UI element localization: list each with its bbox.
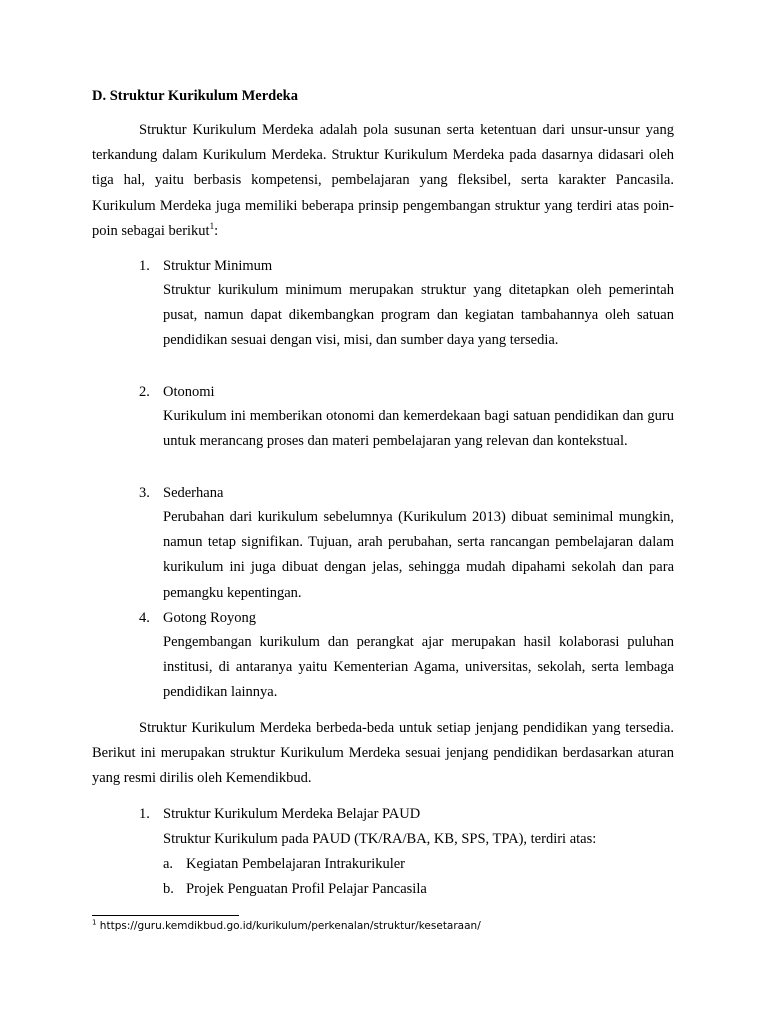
footnote (92, 920, 481, 932)
subitem-letter: b. (163, 881, 174, 897)
principle-title: Otonomi (163, 384, 215, 400)
principle-number: 3. (139, 485, 150, 501)
principle-title: Struktur Minimum (163, 258, 273, 274)
level-intro: Struktur Kurikulum pada PAUD (TK/RA/BA, KB, SPS, TPA), terdiri atas: (163, 831, 597, 847)
subitem-letter: a. (163, 856, 174, 872)
level-title: Struktur Kurikulum Merdeka Belajar PAUD (163, 806, 421, 822)
intro-paragraph (92, 118, 674, 244)
section-heading: D. Struktur Kurikulum Merdeka (92, 88, 298, 104)
footnote-reference[interactable]: 1 (209, 220, 215, 231)
principle-body: Struktur kurikulum minimum merupakan struktur yang ditetapkan oleh pemerintah pusat, namun dapat dikembangkan program dan kegiatan tambahannya oleh satuan pendidikan sesuai dengan visi, misi, dan sumber daya yang tersedia. (163, 282, 674, 349)
intro-text: Struktur Kurikulum Merdeka adalah pola susunan serta ketentuan dari unsur-unsur yang terkandung dalam Kurikulum Merdeka. Struktur Kurikulum Merdeka pada dasarnya didasari oleh tiga hal, yaitu berbasis kompetensi, pembelajaran yang fleksibel, serta karakter Pancasila. Kurikulum Merdeka juga memiliki beberapa prinsip pengembangan struktur yang terdiri atas poin-poin sebagai berikut (92, 122, 674, 239)
intro-end: : (214, 222, 219, 239)
principle-title: Gotong Royong (163, 610, 257, 626)
second-paragraph: Struktur Kurikulum Merdeka berbeda-beda untuk setiap jenjang pendidikan yang tersedia. Berikut ini merupakan struktur Kurikulum Merdeka sesuai jenjang pendidikan berdasarkan aturan yang resmi dirilis oleh Kemendikbud. (92, 720, 674, 787)
principle-title: Sederhana (163, 485, 224, 501)
principle-number: 2. (139, 384, 150, 400)
principle-body: Pengembangan kurikulum dan perangkat ajar merupakan hasil kolaborasi puluhan institusi, di antaranya yaitu Kementerian Agama, universitas, sekolah, serta lembaga pendidikan lainnya. (163, 634, 674, 701)
subitem-text: Kegiatan Pembelajaran Intrakurikuler (186, 856, 406, 872)
level-number: 1. (139, 806, 150, 822)
principle-body: Kurikulum ini memberikan otonomi dan kemerdekaan bagi satuan pendidikan dan guru untuk merancang proses dan materi pembelajaran yang relevan dan kontekstual. (163, 408, 674, 450)
principle-body: Perubahan dari kurikulum sebelumnya (Kurikulum 2013) dibuat seminimal mungkin, namun tetap signifikan. Tujuan, arah perubahan, serta rancangan pembelajaran dalam kurikulum ini juga dibuat dengan jelas, sehingga mudah dipahami sekolah dan para pemangku kepentingan. (163, 509, 674, 601)
principle-number: 1. (139, 258, 150, 274)
principle-number: 4. (139, 610, 150, 626)
subitem-text: Projek Penguatan Profil Pelajar Pancasila (186, 881, 427, 897)
footnote-url[interactable]: https://guru.kemdikbud.go.id/kurikulum/perkenalan/struktur/kesetaraan/ (96, 920, 481, 932)
footnote-separator (92, 915, 239, 916)
footnote-marker: 1 (92, 918, 97, 927)
